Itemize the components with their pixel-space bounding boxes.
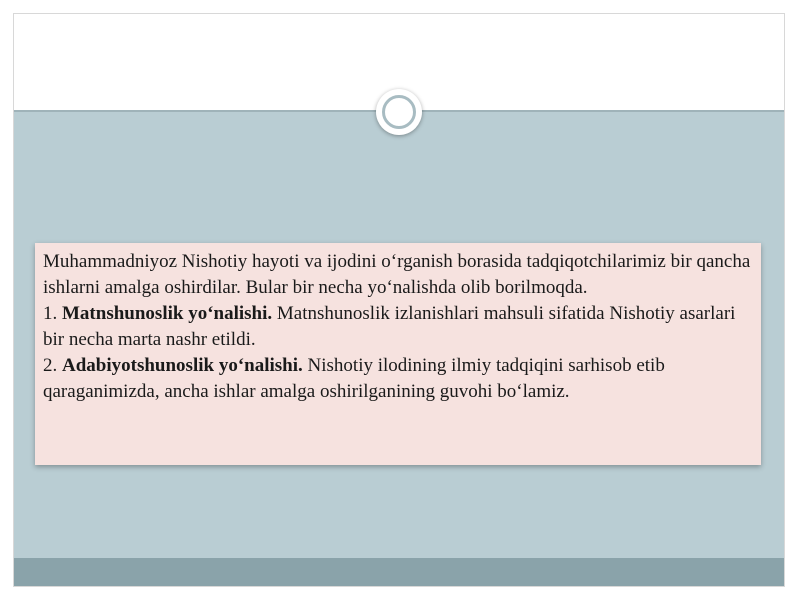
- intro-paragraph: [43, 249, 753, 301]
- list-item-2-number: 2.: [43, 355, 58, 376]
- intro-text: Muhammadniyoz Nishotiy hayoti va ijodini o‘rganish borasida tadqiqotchilarimiz bir qancha ishlarni amalga oshirdilar. Bular bir necha yo‘nalishda olib borilmoqda.: [43, 251, 751, 298]
- list-item-1-heading: Matnshunoslik yo‘nalishi.: [62, 303, 273, 324]
- circle-ornament-icon: [376, 89, 422, 135]
- list-item-1: [43, 301, 753, 353]
- content-text-box: [35, 243, 761, 465]
- list-item-1-number: 1.: [43, 303, 58, 324]
- list-item-2-text: Nishotiy ilodining ilmiy tadqiqini sarhisob etib qaraganimizda, ancha ishlar amalga oshirilganining guvohi bo‘lamiz.: [43, 355, 665, 402]
- list-item-2: [43, 353, 753, 405]
- slide-footer-band: [14, 558, 784, 587]
- slide: [13, 13, 785, 587]
- list-item-1-text: Matnshunoslik izlanishlari mahsuli sifatida Nishotiy asarlari bir necha marta nashr etildi.: [43, 303, 736, 350]
- list-item-2-heading: Adabiyotshunoslik yo‘nalishi.: [62, 355, 303, 376]
